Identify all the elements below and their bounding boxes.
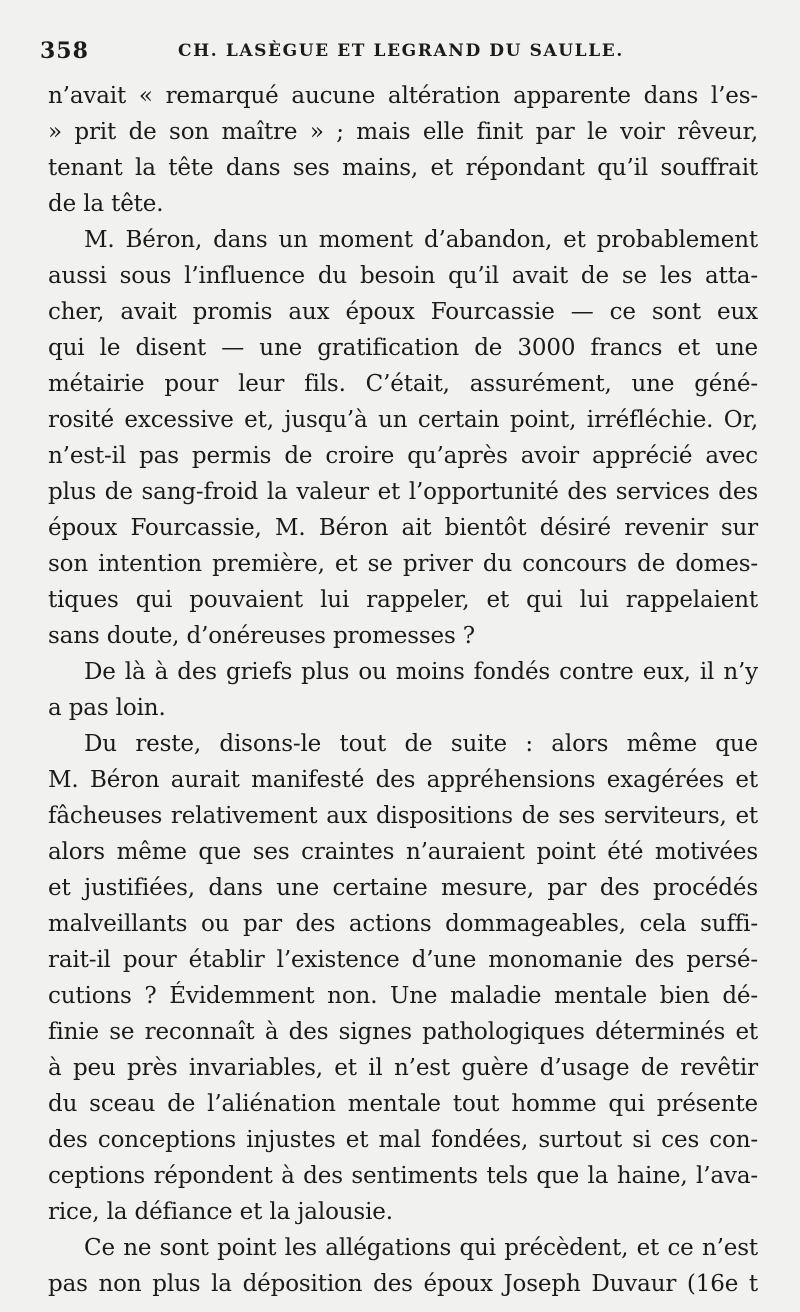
body-text	[48, 78, 758, 1302]
text-line: alors même que ses craintes n’auraient point été motivées	[48, 839, 758, 865]
text-line: ceptions répondent à des sentiments tels que la haine, l’ava-	[48, 1163, 758, 1189]
text-line: » prit de son maître » ; mais elle finit par le voir rêveur,	[48, 119, 758, 145]
text-line: son intention première, et se priver du concours de domes-	[48, 551, 758, 577]
text-line: M. Béron, dans un moment d’abandon, et probablement	[84, 227, 758, 253]
text-line: à peu près invariables, et il n’est guère d’usage de revêtir	[48, 1055, 758, 1081]
text-line: finie se reconnaît à des signes pathologiques déterminés et	[48, 1019, 758, 1045]
text-line: malveillants ou par des actions dommageables, cela suffi-	[48, 911, 758, 937]
text-line: tiques qui pouvaient lui rappeler, et qui lui rappelaient	[48, 587, 758, 613]
text-line: rosité excessive et, jusqu’à un certain point, irréfléchie. Or,	[48, 407, 758, 433]
text-line: pas non plus la déposition des époux Joseph Duvaur (16e t	[48, 1271, 758, 1297]
text-line: des conceptions injustes et mal fondées, surtout si ces con-	[48, 1127, 758, 1153]
page-number: 358	[40, 38, 89, 64]
text-line: de la tête.	[48, 191, 164, 217]
text-line: qui le disent — une gratification de 3000 francs et une	[48, 335, 758, 361]
text-line: cher, avait promis aux époux Fourcassie — ce sont eux	[48, 299, 758, 325]
text-line: fâcheuses relativement aux dispositions de ses serviteurs, et	[48, 803, 758, 829]
text-line: n’avait « remarqué aucune altération apparente dans l’es-	[48, 83, 758, 109]
text-line: n’est-il pas permis de croire qu’après avoir apprécié avec	[48, 443, 758, 469]
text-line: M. Béron aurait manifesté des appréhensions exagérées et	[48, 767, 758, 793]
text-line: De là à des griefs plus ou moins fondés contre eux, il n’y	[84, 659, 758, 685]
text-line: plus de sang-froid la valeur et l’opportunité des services des	[48, 479, 758, 505]
text-line: rait-il pour établir l’existence d’une monomanie des persé-	[48, 947, 758, 973]
running-title: CH. LASÈGUE ET LEGRAND DU SAULLE.	[178, 41, 624, 61]
text-line: et justifiées, dans une certaine mesure, par des procédés	[48, 875, 758, 901]
text-line: a pas loin.	[48, 695, 166, 721]
text-line: sans doute, d’onéreuses promesses ?	[48, 623, 475, 649]
text-line: époux Fourcassie, M. Béron ait bientôt désiré revenir sur	[48, 515, 758, 541]
text-line: Ce ne sont point les allégations qui précèdent, et ce n’est	[84, 1235, 758, 1261]
text-line: tenant la tête dans ses mains, et répondant qu’il souffrait	[48, 155, 758, 181]
text-line: rice, la défiance et la jalousie.	[48, 1199, 393, 1225]
text-line: métairie pour leur fils. C’était, assurément, une géné-	[48, 371, 758, 397]
text-line: aussi sous l’influence du besoin qu’il avait de se les atta-	[48, 263, 758, 289]
text-line: Du reste, disons-le tout de suite : alors même que	[84, 731, 758, 757]
text-line: du sceau de l’aliénation mentale tout homme qui présente	[48, 1091, 758, 1117]
text-line: cutions ? Évidemment non. Une maladie mentale bien dé-	[48, 983, 758, 1009]
running-head	[40, 38, 760, 68]
